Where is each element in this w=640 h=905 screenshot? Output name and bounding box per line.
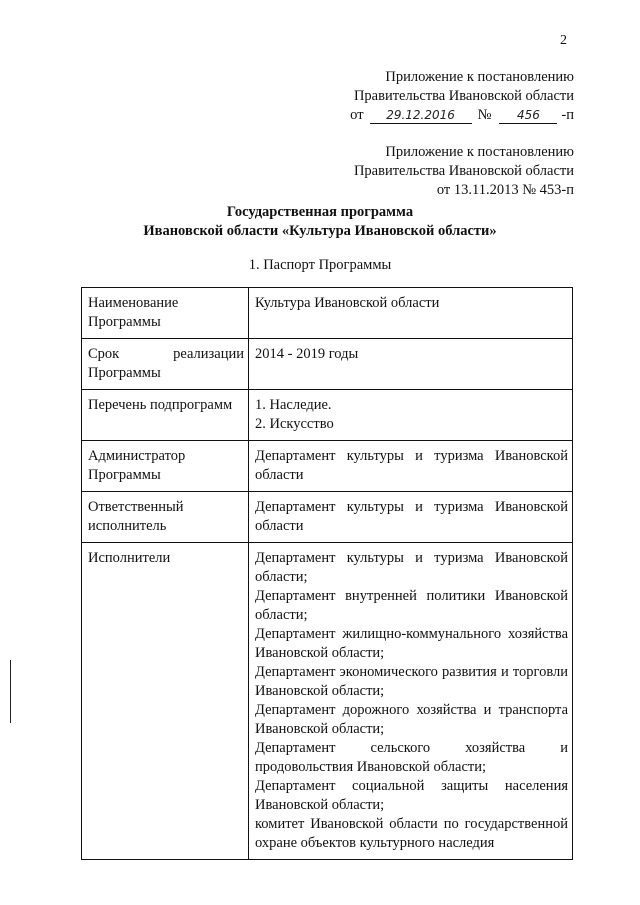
row-value [249, 441, 573, 492]
value-line: Культура Ивановской области [255, 295, 440, 311]
handwritten-number: 456 [499, 108, 557, 124]
appendix-original-order [354, 143, 574, 200]
row-label [82, 339, 249, 390]
value-line: Департамент сельского хозяйства и продовольствия Ивановской области; [255, 740, 568, 775]
value-line: Департамент социальной защиты населения Ивановской области; [255, 778, 568, 813]
number-suffix: -п [561, 107, 574, 123]
value-line: Департамент дорожного хозяйства и транспорта Ивановской области; [255, 702, 568, 737]
row-label: Перечень подпрограмм [82, 390, 249, 441]
value-line: Департамент культуры и туризма Ивановской области [255, 499, 568, 534]
value-line: комитет Ивановской области по государственной охране объектов культурного наследия [255, 816, 568, 851]
row-value [249, 288, 573, 339]
appendix-current-line1: Приложение к постановлению [385, 69, 574, 85]
program-title [0, 203, 640, 241]
program-title-line2: Ивановской области «Культура Ивановской области» [143, 223, 497, 239]
passport-table [81, 287, 573, 860]
row-label: Ответственный исполнитель [82, 492, 249, 543]
table-row [82, 543, 573, 860]
row-value [249, 339, 573, 390]
row-label: Наименование Программы [82, 288, 249, 339]
value-line: 2. Искусство [255, 416, 334, 432]
value-line: 1. Наследие. [255, 397, 332, 413]
value-line: Департамент культуры и туризма Ивановской области [255, 448, 568, 483]
table-row [82, 441, 573, 492]
number-label: № [477, 107, 492, 123]
row-label-line2: Программы [88, 365, 161, 381]
margin-mark [10, 660, 11, 723]
appendix-original-line2: Правительства Ивановской области [353, 163, 574, 179]
row-label-right: реализации [173, 346, 244, 362]
appendix-original-line1: Приложение к постановлению [385, 144, 574, 160]
table-row [82, 339, 573, 390]
table-row [82, 390, 573, 441]
program-title-line1: Государственная программа [226, 204, 414, 220]
value-line: Департамент внутренней политики Ивановской области; [255, 588, 568, 623]
page-number: 2 [560, 33, 567, 48]
table-row [82, 492, 573, 543]
value-line: 2014 - 2019 годы [255, 346, 359, 362]
row-value [249, 390, 573, 441]
row-label: Администратор Программы [82, 441, 249, 492]
appendix-original-line3: от 13.11.2013 № 453-п [436, 182, 574, 198]
value-line: Департамент жилищно-коммунального хозяйства Ивановской области; [255, 626, 568, 661]
appendix-current-order [350, 68, 574, 125]
handwritten-date: 29.12.2016 [370, 108, 472, 124]
row-label: Исполнители [82, 543, 249, 860]
table-row [82, 288, 573, 339]
value-line: Департамент экономического развития и торговли Ивановской области; [255, 664, 568, 699]
from-label: от [350, 107, 364, 123]
row-value [249, 543, 573, 860]
appendix-current-line2: Правительства Ивановской области [353, 88, 574, 104]
row-value [249, 492, 573, 543]
row-label-left: Срок [88, 346, 120, 362]
section-heading: 1. Паспорт Программы [248, 257, 392, 273]
appendix-current-order-line [350, 106, 574, 125]
value-line: Департамент культуры и туризма Ивановской области; [255, 550, 568, 585]
